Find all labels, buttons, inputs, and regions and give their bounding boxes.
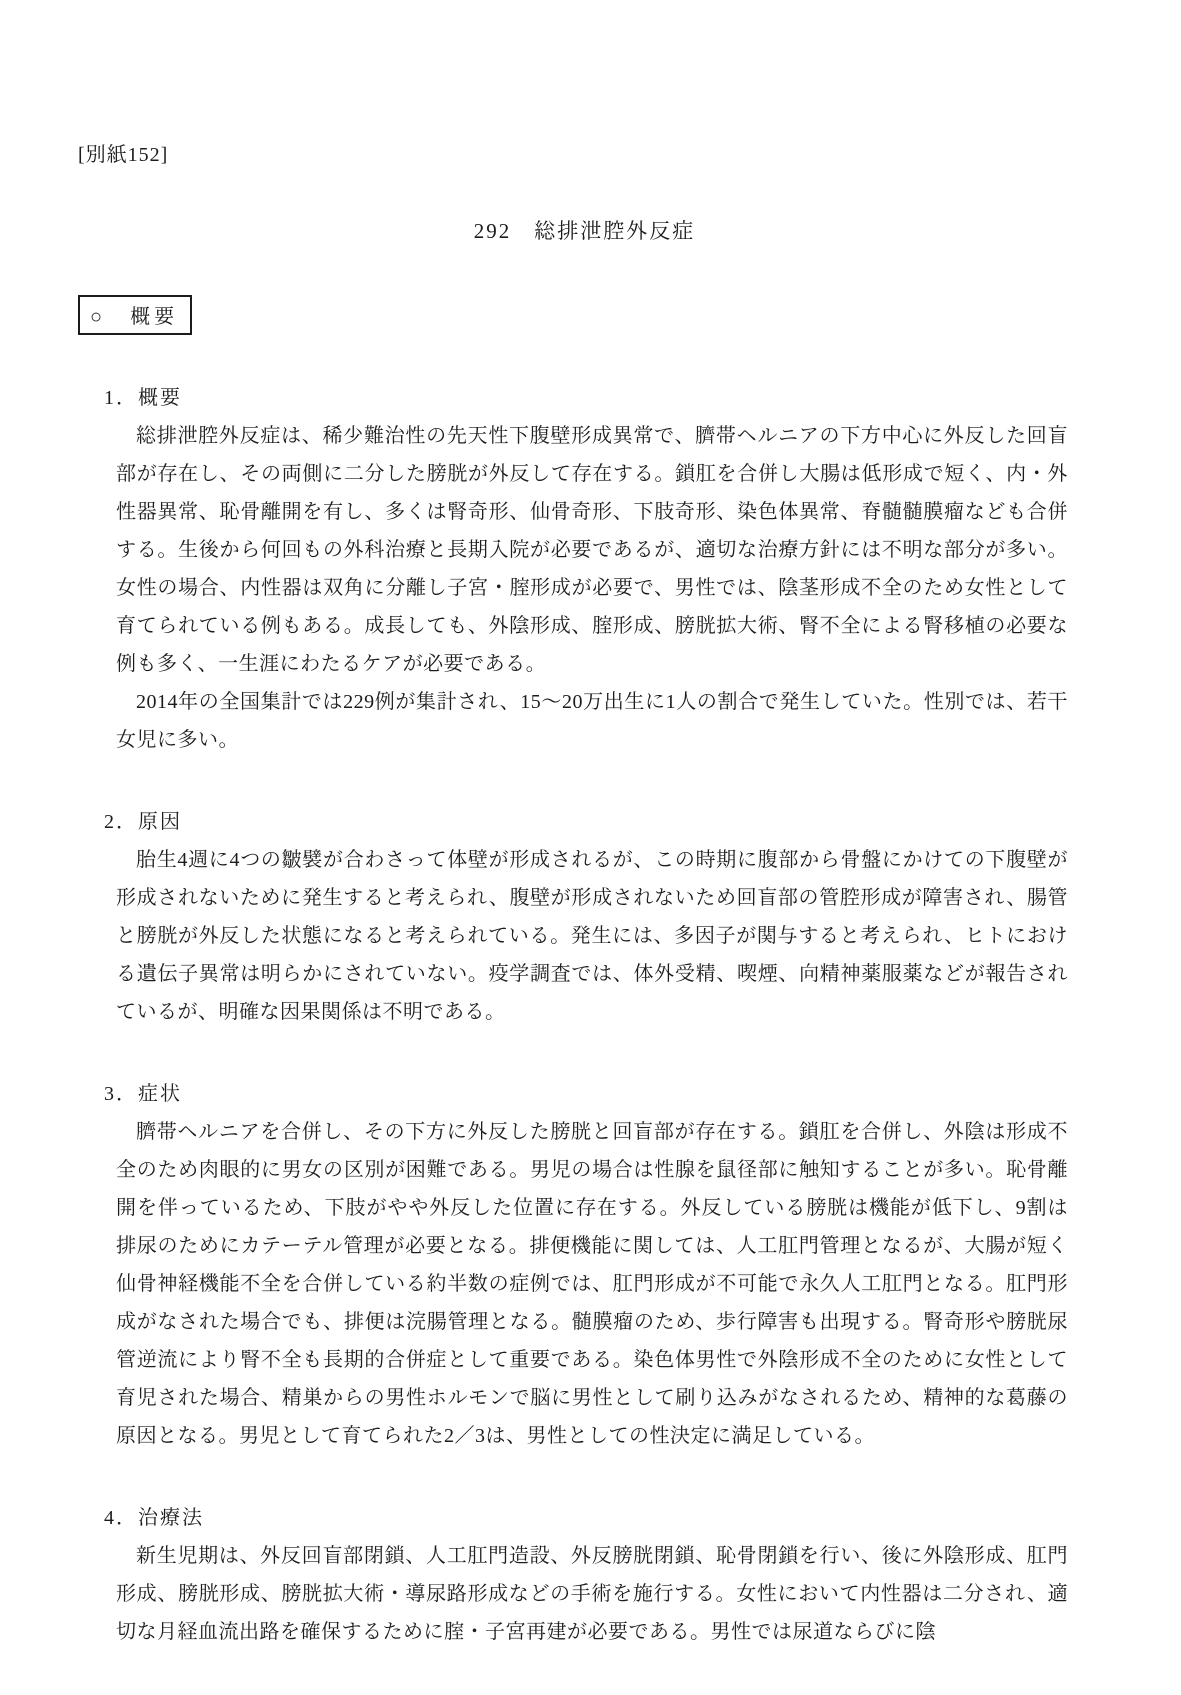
overview-section-marker: ○ 概要 [78,295,192,335]
paragraph: 総排泄腔外反症は、稀少難治性の先天性下腹壁形成異常で、臍帯ヘルニアの下方中心に外反した回盲部が存在し、その両側に二分した膀胱が外反して存在する。鎖肛を合併し大腸は低形成で短く、内・外性器異常、恥骨離開を有し、多くは腎奇形、仙骨奇形、下肢奇形、染色体異常、脊髄髄膜瘤なども合併する。生後から何回もの外科治療と長期入院が必要であるが、適切な治療方針には不明な部分が多い。女性の場合、内性器は双角に分離し子宮・腟形成が必要で、男性では、陰茎形成不全のため女性として育てられている例もある。成長しても、外陰形成、腟形成、膀胱拡大術、腎不全による腎移植の必要な例も多く、一生涯にわたるケアが必要である。 [116,425,1068,675]
section-treatment [78,1499,1091,1651]
section-heading: 2．原因 [104,811,182,833]
section-heading: 1．概要 [104,387,182,409]
paragraph: 臍帯ヘルニアを合併し、その下方に外反した膀胱と回盲部が存在する。鎖肛を合併し、外陰は形成不全のため肉眼的に男女の区別が困難である。男児の場合は性腺を鼠径部に触知することが多い。恥骨離開を伴っているため、下肢がやや外反した位置に存在する。外反している膀胱は機能が低下し、9割は排尿のためにカテーテル管理が必要となる。排便機能に関しては、人工肛門管理となるが、大腸が短く仙骨神経機能不全を合併している約半数の症例では、肛門形成が不可能で永久人工肛門となる。肛門形成がなされた場合でも、排便は浣腸管理となる。髄膜瘤のため、歩行障害も出現する。腎奇形や膀胱尿管逆流により腎不全も長期的合併症として重要である。染色体男性で外陰形成不全のために女性として育児された場合、精巣からの男性ホルモンで脳に男性として刷り込みがなされるため、精神的な葛藤の原因となる。男児として育てられた2／3は、男性としての性決定に満足している。 [116,1121,1068,1447]
paragraph: 新生児期は、外反回盲部閉鎖、人工肛門造設、外反膀胱閉鎖、恥骨閉鎖を行い、後に外陰形成、肛門形成、膀胱形成、膀胱拡大術・導尿路形成などの手術を施行する。女性において内性器は二分され、適切な月経血流出路を確保するために腟・子宮再建が必要である。男性では尿道ならびに陰 [116,1545,1068,1643]
paragraph: 胎生4週に4つの皺襞が合わさって体壁が形成されるが、この時期に腹部から骨盤にかけての下腹壁が形成されないために発生すると考えられ、腹壁が形成されないため回盲部の管腔形成が障害され、腸管と膀胱が外反した状態になると考えられている。発生には、多因子が関与すると考えられ、ヒトにおける遺伝子異常は明らかにされていない。疫学調査では、体外受精、喫煙、向精神薬服薬などが報告されているが、明確な因果関係は不明である。 [116,849,1068,1023]
section-heading: 4．治療法 [104,1507,204,1529]
section-overview [78,379,1091,759]
section-heading: 3．症状 [104,1083,182,1105]
paragraph: 2014年の全国集計では229例が集計され、15～20万出生に1人の割合で発生していた。性別では、若干女児に多い。 [116,691,1068,751]
section-cause [78,803,1091,1031]
overview-box-row [78,295,1091,335]
section-symptoms [78,1075,1091,1455]
page-title: 292 総排泄腔外反症 [473,219,696,243]
attachment-label: [別紙152] [78,144,169,166]
